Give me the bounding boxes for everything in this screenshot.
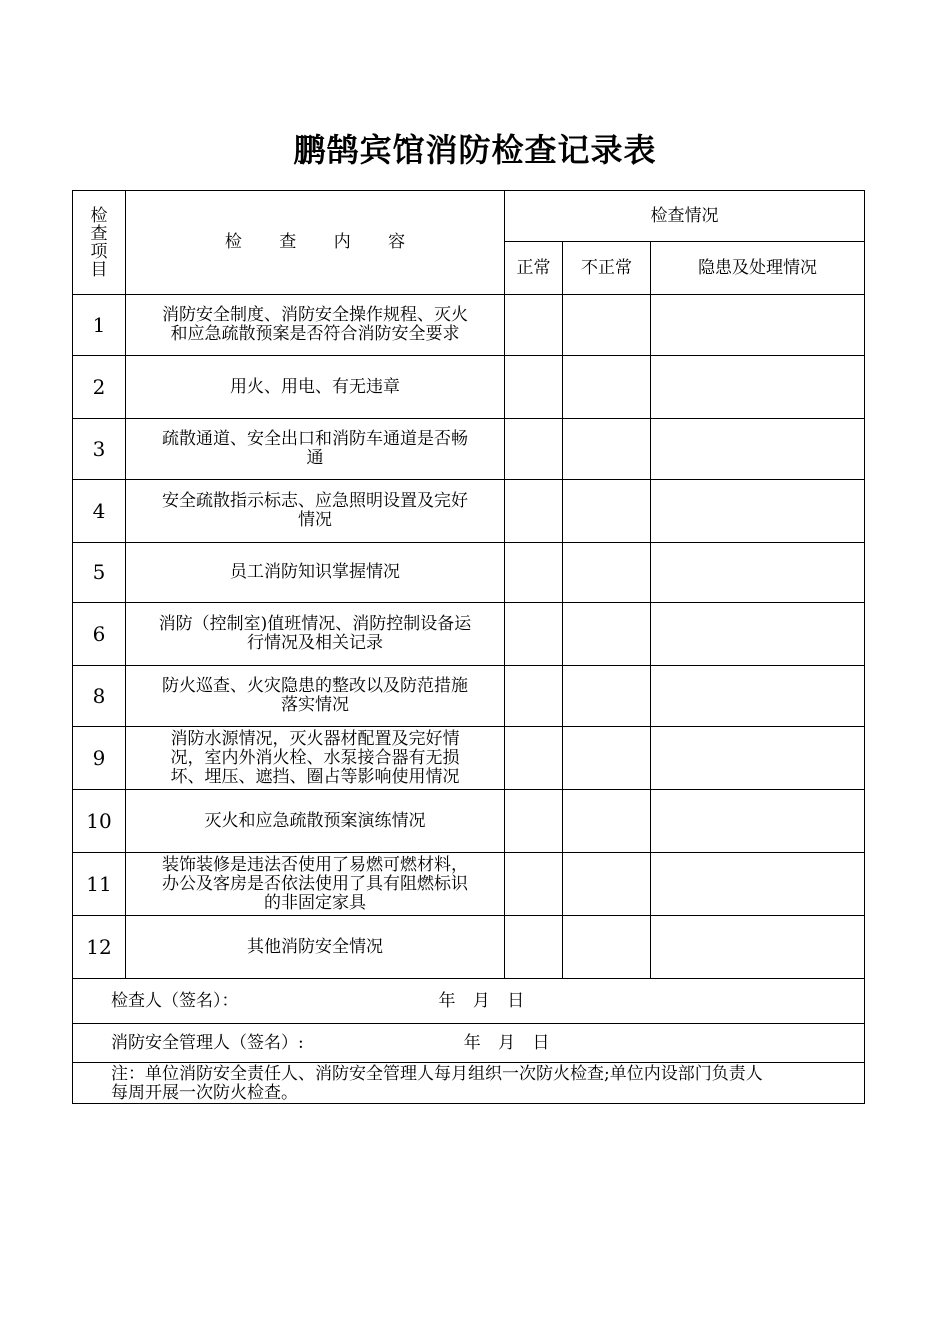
note-row: [73, 1063, 865, 1104]
content-line: 的非固定家具: [264, 892, 366, 913]
abnormal-cell[interactable]: [563, 916, 651, 979]
manager-date: 年 月 日: [463, 1032, 550, 1053]
normal-cell[interactable]: [505, 295, 563, 356]
item-number: 1: [73, 295, 126, 356]
normal-cell[interactable]: [505, 853, 563, 916]
note-cell: [73, 1063, 865, 1104]
item-content: [126, 916, 505, 979]
hazard-cell[interactable]: [651, 419, 865, 480]
item-number: 11: [73, 853, 126, 916]
item-content: [126, 666, 505, 727]
normal-cell[interactable]: [505, 356, 563, 419]
content-line: 防火巡查、火灾隐患的整改以及防范措施: [162, 676, 468, 696]
abnormal-cell[interactable]: [563, 727, 651, 790]
hazard-cell[interactable]: [651, 356, 865, 419]
normal-cell[interactable]: [505, 727, 563, 790]
manager-row: [73, 1024, 865, 1063]
content-line: 疏散通道、安全出口和消防车通道是否畅: [162, 429, 468, 449]
content-line: 落实情况: [281, 695, 349, 715]
inspector-row: [73, 979, 865, 1024]
item-number: 2: [73, 356, 126, 419]
abnormal-column-header: 不正常: [563, 242, 651, 295]
content-line: 员工消防知识掌握情况: [230, 562, 400, 582]
abnormal-cell[interactable]: [563, 603, 651, 666]
item-number: 3: [73, 419, 126, 480]
content-line: 行情况及相关记录: [247, 633, 383, 653]
abnormal-cell[interactable]: [563, 543, 651, 603]
inspector-signature-row[interactable]: [73, 979, 865, 1024]
content-line: 况，室内外消火栓、水泵接合器有无损: [170, 747, 460, 768]
note-line: 注：单位消防安全责任人、消防安全管理人每月组织一次防火检查;单位内设部门负责人: [111, 1064, 763, 1084]
content-line: 坏、埋压、遮挡、圈占等影响使用情况: [170, 766, 460, 787]
item-content: [126, 480, 505, 543]
table-row: [73, 295, 865, 356]
item-content: [126, 543, 505, 603]
item-content: [126, 727, 505, 790]
content-line: 用火、用电、有无违章: [230, 376, 400, 397]
normal-column-header: 正常: [505, 242, 563, 295]
item-number: 8: [73, 666, 126, 727]
table-row: [73, 480, 865, 543]
normal-cell[interactable]: [505, 916, 563, 979]
header-row: [73, 191, 865, 242]
table-row: [73, 853, 865, 916]
abnormal-cell[interactable]: [563, 419, 651, 480]
content-column-header: 检 查 内 容: [126, 191, 505, 295]
note-line: 每周开展一次防火检查。: [111, 1083, 298, 1103]
status-group-header: 检查情况: [505, 191, 865, 242]
normal-cell[interactable]: [505, 419, 563, 480]
inspector-date: 年 月 日: [438, 990, 525, 1011]
content-line: 办公及客房是否依法使用了具有阻燃标识: [162, 873, 468, 894]
item-number: 6: [73, 603, 126, 666]
normal-cell[interactable]: [505, 790, 563, 853]
table-row: [73, 543, 865, 603]
item-number: 4: [73, 480, 126, 543]
abnormal-cell[interactable]: [563, 790, 651, 853]
normal-cell[interactable]: [505, 543, 563, 603]
content-line: 消防水源情况，灭火器材配置及完好情: [170, 728, 460, 749]
content-line: 其他消防安全情况: [247, 936, 383, 957]
table-row: [73, 356, 865, 419]
item-content: [126, 853, 505, 916]
abnormal-cell[interactable]: [563, 480, 651, 543]
item-column-header: 检 查 项 目: [73, 191, 126, 295]
table-row: [73, 727, 865, 790]
hazard-cell[interactable]: [651, 480, 865, 543]
hazard-cell[interactable]: [651, 727, 865, 790]
hazard-cell[interactable]: [651, 666, 865, 727]
content-line: 消防安全制度、消防安全操作规程、灭火: [162, 305, 468, 325]
item-content: [126, 419, 505, 480]
table-row: [73, 916, 865, 979]
abnormal-cell[interactable]: [563, 356, 651, 419]
item-number: 10: [73, 790, 126, 853]
hazard-column-header: 隐患及处理情况: [651, 242, 865, 295]
table-row: [73, 603, 865, 666]
manager-signature-row[interactable]: [73, 1024, 865, 1063]
document-title: 鹏鹄宾馆消防检查记录表: [293, 131, 657, 169]
item-content: [126, 790, 505, 853]
item-number: 12: [73, 916, 126, 979]
item-content: [126, 603, 505, 666]
inspection-table: [72, 190, 865, 1104]
content-line: 消防（控制室)值班情况、消防控制设备运: [158, 614, 472, 634]
content-line: 安全疏散指示标志、应急照明设置及完好: [162, 491, 468, 511]
abnormal-cell[interactable]: [563, 666, 651, 727]
table-row: [73, 666, 865, 727]
normal-cell[interactable]: [505, 603, 563, 666]
content-line: 通: [306, 448, 324, 468]
hazard-cell[interactable]: [651, 543, 865, 603]
item-content: [126, 295, 505, 356]
content-line: 情况: [298, 510, 332, 530]
table-row: [73, 790, 865, 853]
abnormal-cell[interactable]: [563, 853, 651, 916]
inspector-label: 检查人（签名）：: [111, 990, 239, 1011]
hazard-cell[interactable]: [651, 853, 865, 916]
content-line: 灭火和应急疏散预案演练情况: [204, 810, 426, 831]
table-row: [73, 419, 865, 480]
item-content: [126, 356, 505, 419]
content-line: 和应急疏散预案是否符合消防安全要求: [170, 324, 460, 344]
hazard-cell[interactable]: [651, 790, 865, 853]
item-number: 9: [73, 727, 126, 790]
hazard-cell[interactable]: [651, 916, 865, 979]
content-line: 装饰装修是违法否使用了易燃可燃材料，: [162, 854, 468, 875]
normal-cell[interactable]: [505, 480, 563, 543]
normal-cell[interactable]: [505, 666, 563, 727]
item-number: 5: [73, 543, 126, 603]
abnormal-cell[interactable]: [563, 295, 651, 356]
manager-label: 消防安全管理人（签名）:: [111, 1032, 304, 1053]
hazard-cell[interactable]: [651, 295, 865, 356]
hazard-cell[interactable]: [651, 603, 865, 666]
